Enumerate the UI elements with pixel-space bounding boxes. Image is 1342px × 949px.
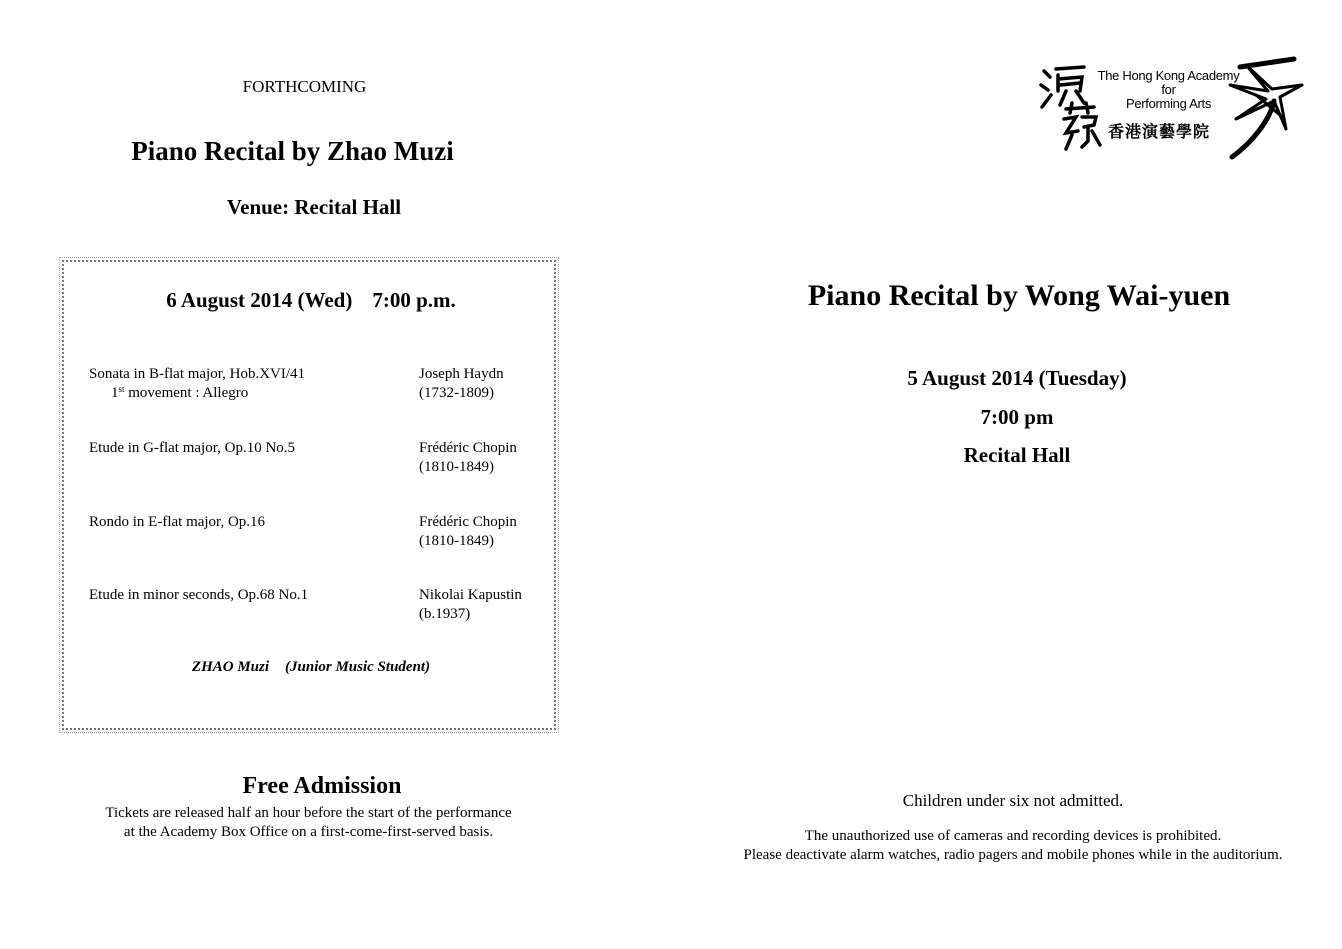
program-box: [62, 260, 556, 730]
program-date: 6 August 2014 (Wed): [166, 288, 353, 312]
performer-role: (Junior Music Student): [285, 659, 431, 675]
ticket-info-line: at the Academy Box Office on a first-come-first-served basis.: [123, 824, 494, 840]
piece-movement: 1st movement : Allegro: [111, 384, 249, 401]
performer-name: ZHAO Muzi: [191, 659, 270, 675]
composer-years: (1810-1849): [419, 533, 494, 549]
program-date-time: [64, 288, 558, 313]
performer-line: [64, 659, 558, 676]
piece-title: Etude in minor seconds, Op.68 No.1: [89, 587, 309, 603]
forthcoming-label: FORTHCOMING: [242, 77, 367, 96]
piece-title: Sonata in B-flat major, Hob.XVI/41: [89, 366, 306, 382]
composer-years: (1732-1809): [419, 385, 494, 401]
program-piece: [89, 586, 389, 605]
recital-venue: Recital Hall: [963, 443, 1071, 467]
piece-title: Rondo in E-flat major, Op.16: [89, 514, 266, 530]
program-time: 7:00 p.m.: [372, 288, 456, 312]
composer-name: Frédéric Chopin: [419, 440, 517, 456]
ticket-info: [60, 804, 557, 842]
device-notice-line: Please deactivate alarm watches, radio pagers and mobile phones while in the auditorium.: [743, 847, 1283, 863]
device-notice-line: The unauthorized use of cameras and recording devices is prohibited.: [804, 828, 1222, 844]
star-logo-icon: [1226, 55, 1306, 160]
program-composer: [419, 513, 559, 551]
venue-label: Venue: Recital Hall: [226, 195, 402, 219]
program-composer: [419, 586, 559, 624]
recital-time: 7:00 pm: [980, 405, 1054, 429]
recital-date: 5 August 2014 (Tuesday): [907, 366, 1127, 390]
composer-name: Joseph Haydn: [419, 366, 504, 382]
age-restriction-note: Children under six not admitted.: [902, 791, 1124, 810]
composer-name: Frédéric Chopin: [419, 514, 517, 530]
academy-logo: [1036, 55, 1306, 160]
composer-name: Nikolai Kapustin: [419, 587, 522, 603]
program-piece: [89, 365, 389, 403]
academy-name-zh: 香港演藝學院: [1108, 124, 1211, 141]
piece-title: Etude in G-flat major, Op.10 No.5: [89, 440, 296, 456]
academy-name-en: The Hong Kong Academy for Performing Arts: [1097, 68, 1240, 111]
free-admission-heading: Free Admission: [242, 773, 402, 799]
composer-years: (b.1937): [419, 606, 471, 622]
program-piece: [89, 439, 389, 458]
ticket-info-line: Tickets are released half an hour before the start of the performance: [105, 805, 512, 821]
program-composer: [419, 365, 559, 403]
recital-title-zhao: Piano Recital by Zhao Muzi: [131, 136, 454, 166]
composer-years: (1810-1849): [419, 459, 494, 475]
program-piece: [89, 513, 389, 532]
program-composer: [419, 439, 559, 477]
device-notice: [700, 827, 1326, 865]
recital-title-wong: Piano Recital by Wong Wai-yuen: [807, 279, 1231, 312]
